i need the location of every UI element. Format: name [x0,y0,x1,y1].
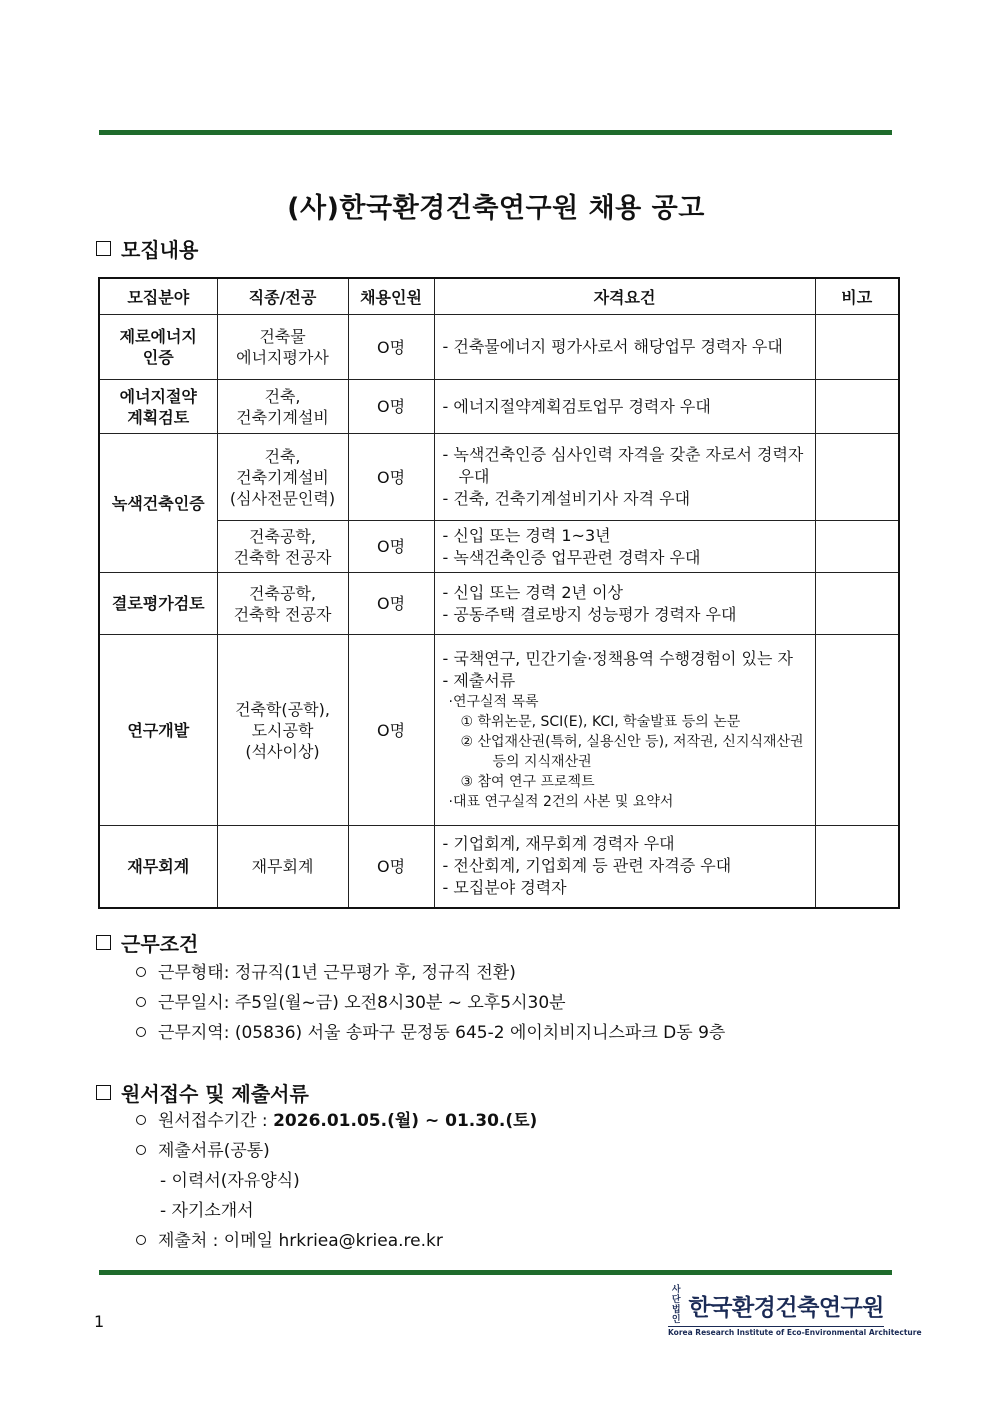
header-note: 비고 [815,278,899,315]
section-heading-conditions [96,928,198,957]
recruitment-table [98,277,900,909]
section-title: 원서접수 및 제출서류 [121,1082,309,1106]
logo-name: 한국환경건축연구원 [688,1294,884,1321]
field-cell [99,826,217,908]
conditions-list [136,958,725,1048]
requirement-line: - 공동주택 결로방지 성능평가 경력자 우대 [442,604,737,624]
page-title: (사)한국환경건축연구원 채용 공고 [287,193,705,224]
requirement-subline: ② 산업재산권(특허, 실용신안 등), 저작권, 신지식재산권 등의 지식재산권 [460,734,804,770]
list-item: - 이력서(자유양식) [160,1171,300,1191]
major-text: 재무회계 [251,856,314,876]
major-text: 건축, 건축기계설비 (심사전문인력) [229,446,336,508]
condition-text: 근무형태: 정규직(1년 근무평가 후, 정규직 전환) [158,963,516,983]
requirement-line: - 모집분야 경력자 [442,878,567,898]
field-text: 결로평가검토 [111,594,205,613]
major-cell [217,521,348,573]
count-cell: O명 [348,635,434,826]
requirement-line: - 전산회계, 기업회계 등 관련 자격증 우대 [442,856,732,876]
count-cell: O명 [348,380,434,434]
major-cell [217,315,348,380]
section-heading-apply [96,1078,309,1107]
period-label: 원서접수기간 : [158,1111,274,1131]
major-cell [217,573,348,635]
submit-email: hrkriea@kriea.re.kr [278,1231,443,1251]
requirement-line: - 기업회계, 재무회계 경력자 우대 [442,834,675,854]
circle-bullet-icon [136,967,146,977]
count-cell: O명 [348,826,434,908]
section-title: 모집내용 [121,238,199,262]
note-cell [815,573,899,635]
bottom-green-rule [99,1270,892,1275]
table-row [99,826,899,908]
header-requirements: 자격요건 [434,278,815,315]
circle-bullet-icon [136,1115,146,1125]
major-cell [217,635,348,826]
field-cell [99,315,217,380]
list-item [136,958,725,988]
requirements-cell [434,573,815,635]
page-number: 1 [94,1312,105,1331]
count-cell: O명 [348,521,434,573]
docs-label: 제출서류(공통) [158,1141,270,1161]
requirement-line: - 녹색건축인증 업무관련 경력자 우대 [442,547,701,567]
major-cell [217,380,348,434]
note-cell [815,521,899,573]
top-green-rule [99,130,892,135]
logo-tag [668,1285,685,1325]
table-row [99,635,899,826]
requirement-subline: ③ 참여 연구 프로젝트 [460,774,595,790]
requirement-line: - 제출서류 [442,671,516,690]
major-text: 건축공학, 건축학 전공자 [233,526,332,567]
requirement-subline: ·대표 연구실적 2건의 사본 및 요약서 [448,794,674,810]
logo-english-name: Korea Research Institute of Eco-Environmental Architecture [668,1328,922,1337]
condition-text: 근무지역: (05836) 서울 송파구 문정동 645-2 에이치비지니스파크 D동 9층 [158,1023,726,1043]
table-row [99,380,899,434]
table-row [99,573,899,635]
note-cell [815,315,899,380]
note-cell [815,434,899,521]
requirements-cell [434,315,815,380]
checkbox-square-icon [96,935,111,950]
field-cell [99,635,217,826]
requirements-cell [434,635,815,826]
count-cell: O명 [348,573,434,635]
period-value: 2026.01.05.(월) ~ 01.30.(토) [273,1111,538,1131]
logo-tag-line: 법인 [671,1305,681,1325]
field-cell [99,380,217,434]
requirements-cell [434,521,815,573]
requirements-cell [434,434,815,521]
apply-list [136,1106,537,1256]
organization-logo [668,1285,922,1337]
requirements-cell [434,380,815,434]
list-item [136,1136,537,1166]
logo-tag-line: 사단 [671,1285,681,1305]
list-item [136,1106,537,1136]
major-text: 건축, 건축기계설비 [236,386,329,427]
circle-bullet-icon [136,1027,146,1037]
requirement-subline: ① 학위논문, SCI(E), KCI, 학술발표 등의 논문 [460,714,741,730]
circle-bullet-icon [136,1235,146,1245]
requirement-line: - 신입 또는 경력 1~3년 [442,525,611,545]
note-cell [815,380,899,434]
major-text: 건축물 에너지평가사 [236,327,329,367]
major-text: 건축공학, 건축학 전공자 [233,583,332,624]
submit-label: 제출처 : 이메일 [158,1231,279,1251]
condition-text: 근무일시: 주5일(월~금) 오전8시30분 ~ 오후5시30분 [158,993,566,1013]
checkbox-square-icon [96,1085,111,1100]
header-field: 모집분야 [99,278,217,315]
field-text: 재무회계 [127,856,190,876]
requirement-line: - 건축, 건축기계설비기사 자격 우대 [442,489,691,508]
requirement-line: - 건축물에너지 평가사로서 해당업무 경력자 우대 [442,337,783,356]
table-row [99,315,899,380]
count-cell: O명 [348,434,434,521]
field-cell [99,434,217,573]
field-text: 제로에너지 인증 [119,327,197,367]
major-cell [217,434,348,521]
table-row [99,434,899,521]
logo-top [668,1285,884,1325]
checkbox-square-icon [96,241,111,256]
header-major: 직종/전공 [217,278,348,315]
requirement-line: - 녹색건축인증 심사인력 자격을 갖춘 자로서 경력자 우대 [442,445,804,486]
note-cell [815,826,899,908]
major-text: 건축학(공학), 도시공학 (석사이상) [235,699,330,761]
section-heading-recruit [96,234,198,263]
major-cell [217,826,348,908]
field-cell [99,573,217,635]
circle-bullet-icon [136,1145,146,1155]
table-header-row [99,278,899,315]
list-item [136,988,725,1018]
note-cell [815,635,899,826]
count-cell: O명 [348,315,434,380]
header-count: 채용인원 [348,278,434,315]
section-title: 근무조건 [121,932,199,956]
list-item [136,1018,725,1048]
requirement-line: - 신입 또는 경력 2년 이상 [442,582,623,602]
list-item [136,1226,537,1256]
list-item: - 자기소개서 [160,1201,254,1221]
field-text: 녹색건축인증 [111,493,205,513]
requirement-subline: ·연구실적 목록 [448,694,539,710]
circle-bullet-icon [136,997,146,1007]
field-text: 연구개발 [127,720,190,740]
requirement-line: - 에너지절약계획검토업무 경력자 우대 [442,396,711,416]
requirements-cell [434,826,815,908]
requirement-line: - 국책연구, 민간기술·정책용역 수행경험이 있는 자 [442,649,793,668]
field-text: 에너지절약 계획검토 [119,386,197,427]
table-row [99,521,899,573]
